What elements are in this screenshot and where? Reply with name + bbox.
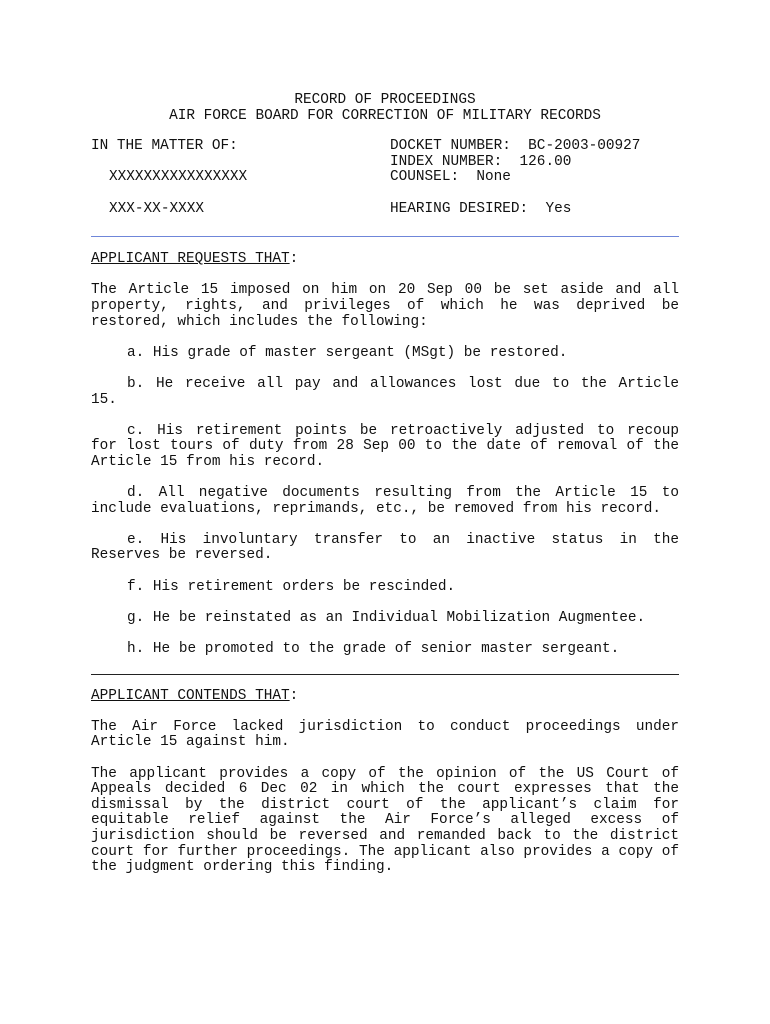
contends-heading-text: APPLICANT CONTENDS THAT xyxy=(91,687,290,704)
request-item-g: g. He be reinstated as an Individual Mobilization Augmentee. xyxy=(127,609,646,626)
contends-heading-colon: : xyxy=(289,687,299,704)
contends-heading xyxy=(91,689,679,705)
request-item-a: a. His grade of master sergeant (MSgt) be restored. xyxy=(127,344,568,361)
contends-paragraph-1: The Air Force lacked jurisdiction to conduct proceedings under Article 15 against him. xyxy=(91,718,679,751)
request-item-e: e. His involuntary transfer to an inactive status in the Reserves be reversed. xyxy=(91,531,679,564)
matter-label: IN THE MATTER OF: xyxy=(91,138,238,155)
request-item-h: h. He be promoted to the grade of senior master sergeant. xyxy=(127,641,620,658)
applicant-name: XXXXXXXXXXXXXXXX xyxy=(109,169,248,186)
requests-heading-colon: : xyxy=(289,251,299,268)
board-title: AIR FORCE BOARD FOR CORRECTION OF MILITARY RECORDS xyxy=(169,107,601,124)
docket-number: DOCKET NUMBER: BC-2003-00927 xyxy=(390,138,641,155)
document-header xyxy=(91,93,679,124)
matter-right-column xyxy=(390,139,640,217)
request-item-f: f. His retirement orders be rescinded. xyxy=(127,578,456,595)
requests-intro: The Article 15 imposed on him on 20 Sep 00 be set aside and all property, rights, and privileges of which he was deprived be restored, which includes the following: xyxy=(91,282,679,330)
request-item-c: c. His retirement points be retroactively adjusted to recoup for lost tours of duty from 28 Sep 00 to the date of removal of the Article 15 from his record. xyxy=(91,422,679,470)
index-number: INDEX NUMBER: 126.00 xyxy=(390,153,572,170)
section-divider xyxy=(91,674,679,675)
header-divider xyxy=(91,236,679,237)
applicant-ssn: XXX-XX-XXXX xyxy=(109,200,204,217)
record-title: RECORD OF PROCEEDINGS xyxy=(294,92,476,108)
matter-block xyxy=(91,139,679,217)
request-item-d: d. All negative documents resulting from the Article 15 to include evaluations, reprimands, etc., be removed from his record. xyxy=(91,485,679,517)
request-item-b: b. He receive all pay and allowances lost due to the Article 15. xyxy=(91,375,679,408)
requests-heading xyxy=(91,252,679,268)
contends-paragraph-2: The applicant provides a copy of the opinion of the US Court of Appeals decided 6 Dec 02 in which the court expresses that the dismissal by the district court of the applicant’s claim for equitable relief against the Air Force’s alleged excess of jurisdiction should be reversed and remanded back to the district court for further proceedings. The applicant also provides a copy of the judgment ordering this finding. xyxy=(91,765,679,876)
document-body xyxy=(91,93,679,891)
requests-heading-text: APPLICANT REQUESTS THAT xyxy=(91,251,290,268)
hearing-desired: HEARING DESIRED: Yes xyxy=(390,200,572,217)
matter-left-column xyxy=(91,139,247,217)
counsel: COUNSEL: None xyxy=(390,169,511,186)
